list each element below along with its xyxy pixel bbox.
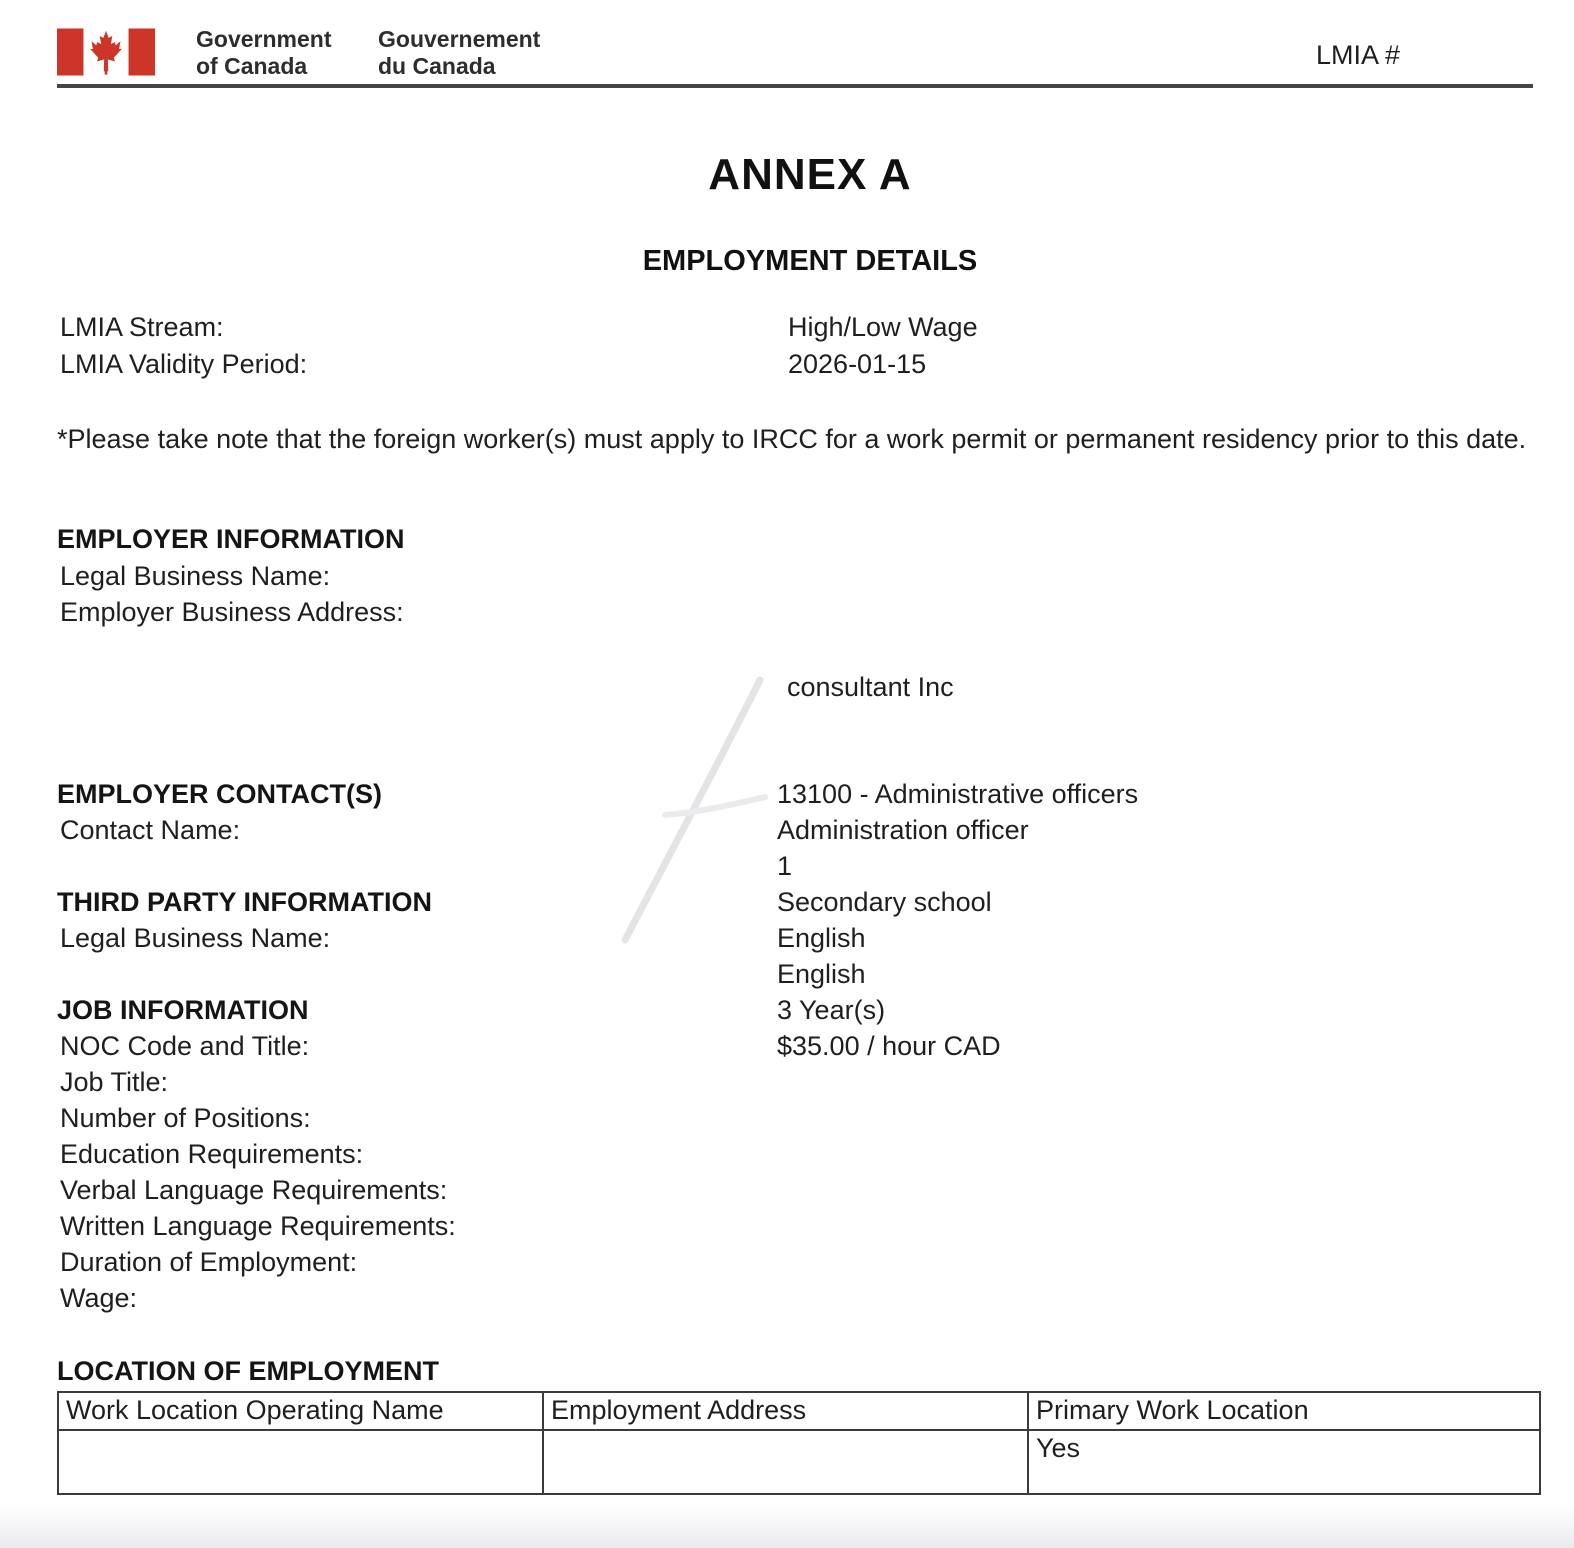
page-title: ANNEX A: [708, 150, 912, 199]
employer-business-address-label: Employer Business Address:: [60, 597, 404, 627]
third-party-information-heading: THIRD PARTY INFORMATION: [57, 887, 432, 917]
lmia-validity-period-value: 2026-01-15: [788, 349, 927, 379]
header-divider: [57, 84, 1533, 88]
employment-address-header: Employment Address: [543, 1392, 1028, 1430]
government-of-canada-wordmark-en: [196, 26, 331, 80]
noc-code-and-title-label: NOC Code and Title:: [60, 1031, 310, 1061]
employment-address-cell: [543, 1430, 1028, 1494]
details-labels-column: [57, 776, 456, 1316]
location-of-employment-table: [57, 1391, 1541, 1495]
wordmark-fr-line2: du Canada: [378, 53, 496, 79]
job-title-value: Administration officer: [777, 815, 1029, 845]
details-values-column: [777, 776, 1138, 1064]
employer-contacts-heading: EMPLOYER CONTACT(S): [57, 779, 382, 809]
wage-value: $35.00 / hour CAD: [777, 1031, 1001, 1061]
noc-code-and-title-value: 13100 - Administrative officers: [777, 779, 1139, 809]
page-bottom-edge: [0, 1504, 1574, 1548]
number-of-positions-label: Number of Positions:: [60, 1103, 311, 1133]
page-subtitle: EMPLOYMENT DETAILS: [642, 245, 978, 277]
primary-work-location-header: Primary Work Location: [1028, 1392, 1540, 1430]
education-requirements-label: Education Requirements:: [60, 1139, 364, 1169]
table-row: [58, 1430, 1540, 1494]
work-location-operating-name-header: Work Location Operating Name: [58, 1392, 543, 1430]
education-requirements-value: Secondary school: [777, 887, 992, 917]
verbal-language-requirements-value: English: [777, 923, 866, 953]
canada-flag-icon: [57, 27, 155, 77]
scan-artifact-mark: [570, 665, 800, 955]
written-language-requirements-label: Written Language Requirements:: [60, 1211, 456, 1241]
wordmark-en-line1: Government: [196, 26, 332, 52]
validity-note: *Please take note that the foreign worker(s) must apply to IRCC for a work permit or permanent residency prior to this date.: [57, 424, 1527, 454]
lmia-validity-period-label: LMIA Validity Period:: [60, 349, 308, 379]
lmia-stream-value: High/Low Wage: [788, 312, 978, 342]
third-party-legal-business-name-label: Legal Business Name:: [60, 923, 331, 953]
wordmark-en-line2: of Canada: [196, 53, 308, 79]
job-title-label: Job Title:: [60, 1067, 169, 1097]
legal-business-name-label: Legal Business Name:: [60, 561, 331, 591]
duration-of-employment-label: Duration of Employment:: [60, 1247, 358, 1277]
government-of-canada-wordmark-fr: [378, 26, 540, 80]
blank-line: [57, 956, 456, 992]
legal-business-name-value: consultant Inc: [787, 672, 954, 702]
contact-name-label: Contact Name:: [60, 815, 241, 845]
wordmark-fr-line1: Gouvernement: [378, 26, 541, 52]
primary-work-location-cell: Yes: [1028, 1430, 1540, 1494]
number-of-positions-value: 1: [777, 851, 793, 881]
lmia-number-label: LMIA #: [1316, 40, 1401, 70]
verbal-language-requirements-label: Verbal Language Requirements:: [60, 1175, 448, 1205]
employer-information-heading: EMPLOYER INFORMATION: [57, 524, 405, 554]
written-language-requirements-value: English: [777, 959, 866, 989]
location-of-employment-heading: LOCATION OF EMPLOYMENT: [57, 1356, 439, 1386]
duration-of-employment-value: 3 Year(s): [777, 995, 886, 1025]
job-information-heading: JOB INFORMATION: [57, 995, 309, 1025]
lmia-stream-label: LMIA Stream:: [60, 312, 224, 342]
table-header-row: [58, 1392, 1540, 1430]
wage-label: Wage:: [60, 1283, 138, 1313]
work-location-operating-name-cell: [58, 1430, 543, 1494]
blank-line: [57, 848, 456, 884]
